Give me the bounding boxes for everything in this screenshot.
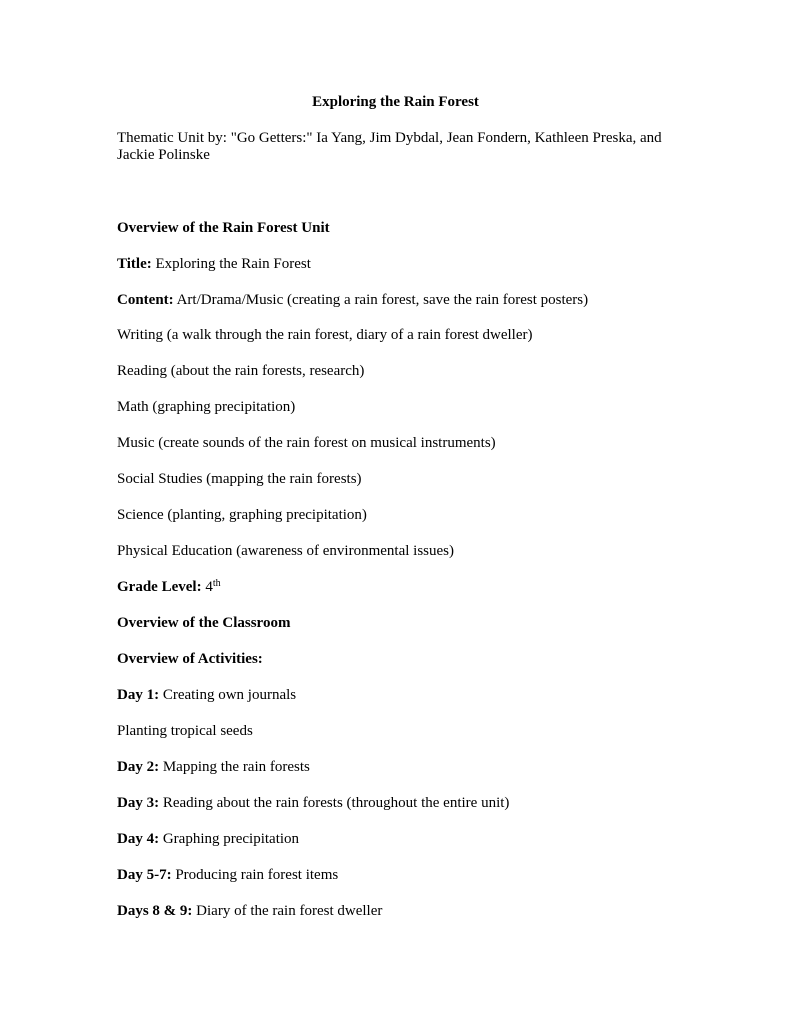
- content-line: [117, 292, 588, 309]
- subject-math: Math (graphing precipitation): [117, 399, 296, 415]
- activity-day-4: [117, 831, 299, 848]
- classroom-overview-heading: Overview of the Classroom: [117, 615, 291, 631]
- content-label: Content:: [117, 292, 174, 308]
- activity-day-text: Planting tropical seeds: [117, 723, 253, 739]
- subject-science: Science (planting, graphing precipitation): [117, 507, 367, 523]
- activity-day-label: Days 8 & 9:: [117, 903, 193, 919]
- content-value: Art/Drama/Music (creating a rain forest, save the rain forest posters): [173, 292, 589, 308]
- subject-physical-education: Physical Education (awareness of environmental issues): [117, 543, 454, 559]
- activity-day-text: Producing rain forest items: [171, 867, 339, 883]
- subject-writing: Writing (a walk through the rain forest, diary of a rain forest dweller): [117, 327, 533, 343]
- activity-day-1: [117, 687, 296, 704]
- unit-overview-heading: Overview of the Rain Forest Unit: [117, 220, 330, 236]
- document-title: Exploring the Rain Forest: [312, 94, 479, 110]
- activity-day-label: Day 4:: [117, 831, 160, 847]
- activity-day-label: Day 3:: [117, 795, 160, 811]
- activity-day-label: Day 5-7:: [117, 867, 172, 883]
- subject-reading: Reading (about the rain forests, research): [117, 363, 365, 379]
- activity-day-text: Creating own journals: [159, 687, 297, 703]
- title-line: [117, 256, 311, 273]
- activity-day-text: Mapping the rain forests: [159, 759, 310, 775]
- grade-level-label: Grade Level:: [117, 579, 202, 595]
- activity-day-label: Day 2:: [117, 759, 160, 775]
- grade-level-suffix: th: [212, 578, 221, 589]
- activity-planting: [117, 723, 253, 740]
- activity-day-label: Day 1:: [117, 687, 160, 703]
- activity-day-text: Graphing precipitation: [159, 831, 300, 847]
- title-value: Exploring the Rain Forest: [151, 256, 311, 272]
- activities-overview-heading: Overview of Activities:: [117, 651, 263, 667]
- activity-day-text: Reading about the rain forests (throughout the entire unit): [159, 795, 510, 811]
- activity-day-text: Diary of the rain forest dweller: [192, 903, 383, 919]
- activity-day-5-7: [117, 867, 338, 884]
- subject-music: Music (create sounds of the rain forest on musical instruments): [117, 435, 496, 451]
- activity-day-3: [117, 795, 509, 812]
- authors-byline: Thematic Unit by: "Go Getters:" Ia Yang, Jim Dybdal, Jean Fondern, Kathleen Preska, and Jackie Polinske: [117, 130, 662, 163]
- grade-level-value: 4: [201, 579, 213, 595]
- activity-day-2: [117, 759, 310, 776]
- subject-social-studies: Social Studies (mapping the rain forests): [117, 471, 362, 487]
- activity-days-8-9: [117, 903, 382, 920]
- grade-level-line: [117, 579, 221, 596]
- title-label: Title:: [117, 256, 152, 272]
